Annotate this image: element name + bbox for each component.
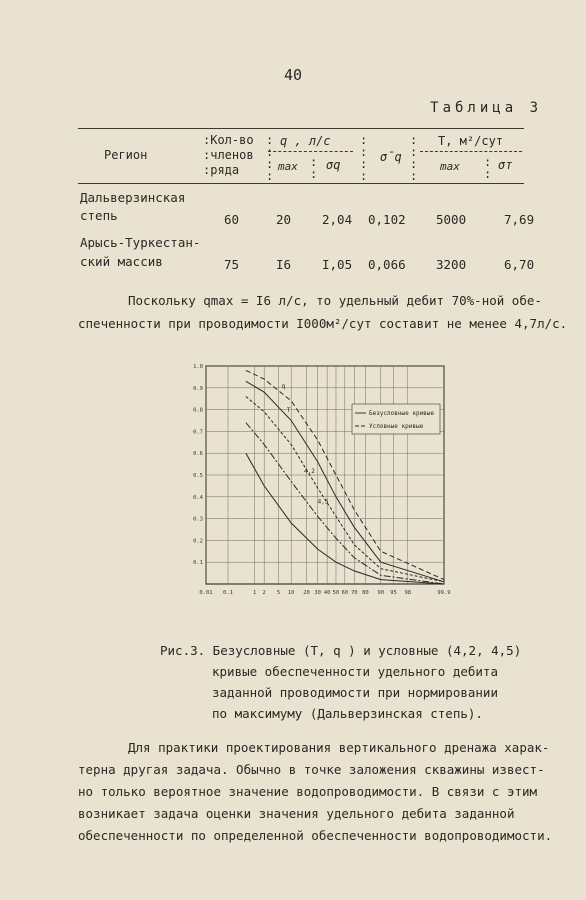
y-tick-label: 0.2 (193, 538, 203, 545)
y-tick-label: 0.4 (193, 494, 203, 501)
probability-chart (186, 356, 451, 602)
x-tick-label: 70 (350, 590, 358, 596)
caption-line1: Рис.3. Безусловные (T, q ) и условные (4,2, 4,5) (160, 643, 522, 658)
row2-sigma-q-bar: 0,066 (368, 257, 406, 272)
page-number: 40 (283, 66, 303, 84)
row2-count: 75 (224, 257, 240, 272)
paragraph1-line2: спеченности при проводимости I000м²/сут составит не менее 4,7л/с. (78, 316, 568, 331)
header-separator: : : : : (266, 133, 274, 183)
x-tick-label: 90 (377, 590, 385, 596)
y-tick-label: 0.1 (193, 560, 203, 567)
x-tick-label: 50 (332, 590, 340, 596)
curve-annotation: q (281, 382, 286, 390)
curve-annotation: 4,5 (317, 498, 329, 506)
x-tick-label: 2 (262, 590, 266, 596)
row2-t-max: 3200 (436, 257, 467, 272)
y-tick-label: 0.5 (193, 473, 203, 479)
header-sigma-q: σq (326, 158, 341, 172)
x-tick-label: 10 (287, 590, 295, 596)
chart-svg (186, 356, 451, 602)
x-tick-label: 5 (276, 590, 281, 596)
legend-label: Безусловные кривые (369, 410, 435, 417)
x-tick-label: 95 (390, 590, 397, 596)
row1-t-max: 5000 (436, 212, 467, 227)
header-count-1: :Кол-во (203, 133, 254, 147)
row2-q-max: I6 (276, 257, 292, 272)
header-q-underline (268, 151, 353, 152)
x-tick-label: 0.1 (223, 590, 233, 596)
y-tick-label: 0.3 (193, 516, 203, 523)
header-sigma-t: σт (498, 158, 513, 172)
caption-line4: по максимуму (Дальверзинская степь). (212, 706, 483, 721)
y-tick-label: 0.8 (193, 407, 203, 414)
header-separator: : : (310, 155, 318, 181)
header-separator: : : (484, 155, 492, 181)
row1-sigma-q-bar: 0,102 (368, 212, 406, 227)
x-tick-label: 80 (362, 590, 369, 596)
caption-line3: заданной проводимости при нормировании (212, 685, 498, 700)
header-count-2: :членов (203, 148, 254, 162)
y-tick-label: 1.0 (193, 364, 203, 370)
table-label: Таблица 3 (430, 100, 542, 116)
row2-region-line1: Арысь-Туркестан- (80, 235, 201, 250)
header-q-max: max (278, 160, 298, 173)
y-tick-label: 0.6 (193, 451, 203, 458)
legend-label: Условные кривые (369, 423, 424, 430)
row1-q-max: 20 (276, 212, 292, 227)
x-tick-label: 1 (253, 590, 257, 596)
header-separator: : : : : (410, 133, 418, 183)
x-tick-label: 40 (323, 590, 331, 596)
caption-line2: кривые обеспеченности удельного дебита (212, 664, 498, 679)
y-tick-label: 0.9 (193, 385, 203, 392)
row1-count: 60 (224, 212, 240, 227)
paragraph2-line2: терна другая задача. Обычно в точке заложения скважины извест- (78, 762, 545, 777)
row1-sigma-t: 7,69 (504, 212, 535, 227)
row1-sigma-q: 2,04 (322, 212, 353, 227)
x-tick-label: 99.9 (437, 590, 451, 596)
table-top-rule (78, 128, 524, 129)
curve-annotation: 4,2 (303, 467, 315, 475)
row1-region-line1: Дальверзинская (80, 190, 186, 205)
header-t-max: max (440, 160, 460, 173)
header-region: Регион (104, 148, 148, 162)
paragraph2-line3: но только вероятное значение водопроводимости. В связи с этим (78, 784, 538, 799)
header-q-group: q , л/с (280, 134, 331, 148)
row2-sigma-q: I,05 (322, 257, 353, 272)
paragraph1-line1: Поскольку qmax = I6 л/с, то удельный дебит 70%-ной обе- (128, 293, 542, 308)
x-tick-label: 98 (404, 590, 412, 596)
y-tick-label: 0.7 (193, 429, 203, 436)
curve-annotation: Т (286, 406, 291, 414)
x-tick-label: 60 (341, 590, 349, 596)
header-count-3: :ряда (203, 163, 240, 177)
header-t-group: Т, м²/сут (438, 134, 504, 148)
table-header-rule (78, 183, 524, 184)
figure-caption (160, 640, 521, 724)
x-tick-label: 20 (303, 590, 310, 596)
paragraph2-line1: Для практики проектирования вертикального дренажа харак- (128, 740, 550, 755)
header-sigma-q-bar: σ̄q (380, 150, 402, 164)
row1-region-line2: степь (80, 208, 118, 223)
header-t-underline (420, 151, 522, 152)
row2-sigma-t: 6,70 (504, 257, 535, 272)
x-tick-label: 0.01 (199, 590, 213, 596)
row2-region-line2: ский массив (80, 254, 163, 269)
paragraph2-line4: возникает задача оценки значения удельного дебита заданной (78, 806, 515, 821)
paragraph2-line5: обеспеченности по определенной обеспеченности водопроводимости. (78, 828, 553, 843)
header-separator: : : : : (360, 133, 368, 183)
x-tick-label: 30 (314, 590, 321, 596)
